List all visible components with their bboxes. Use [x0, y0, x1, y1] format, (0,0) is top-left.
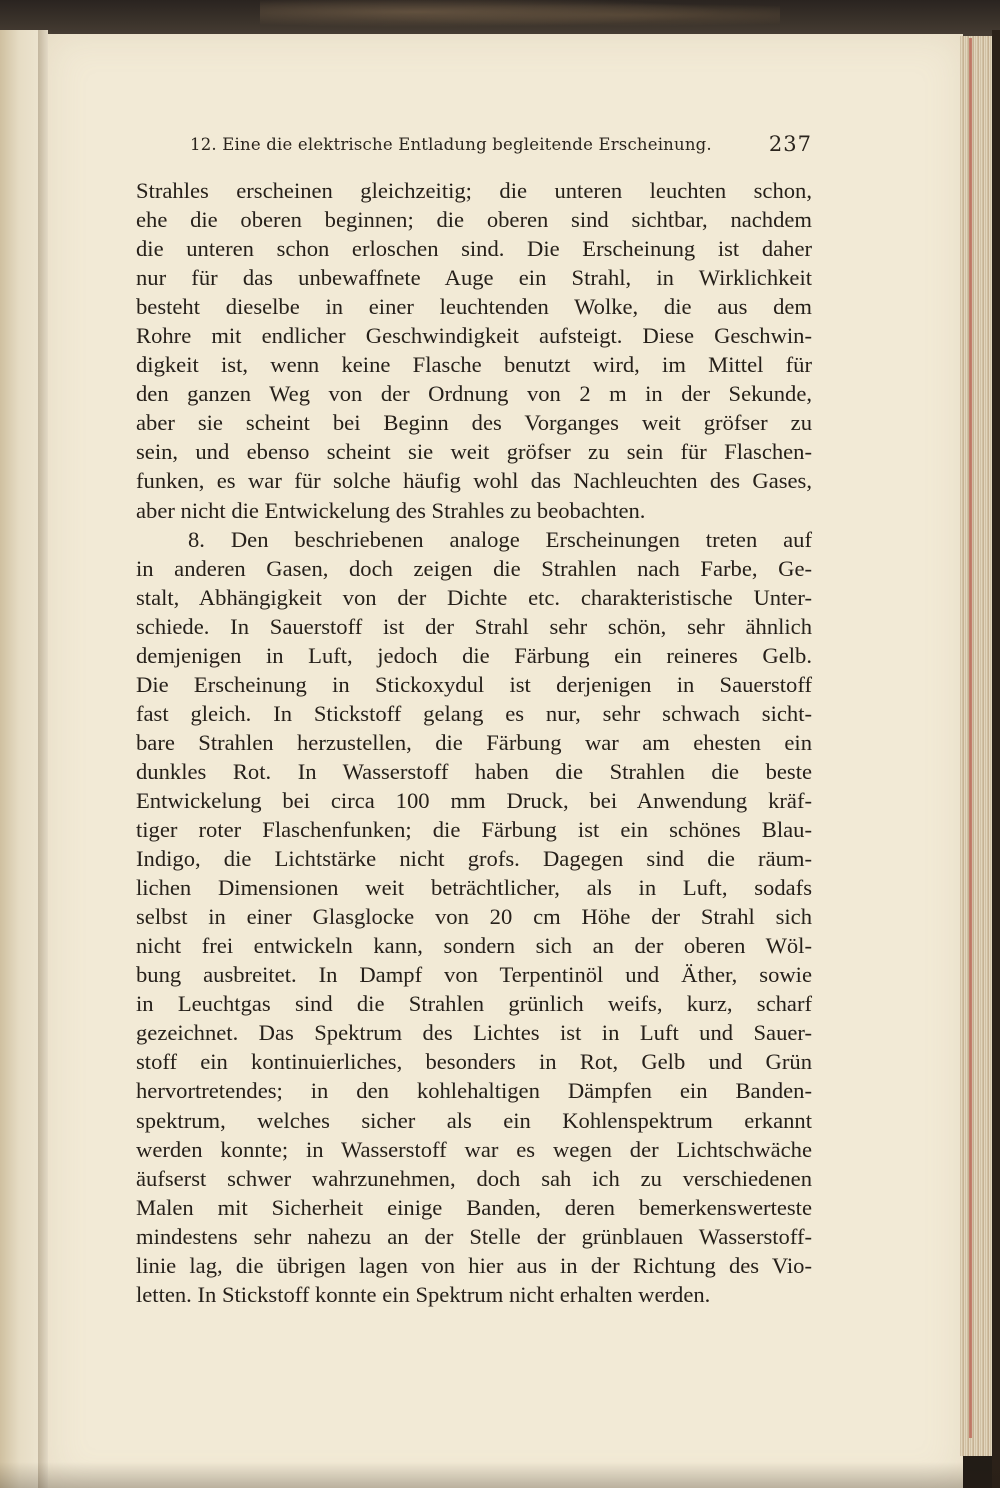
- text-line: tiger roter Flaschenfunken; die Färbung ist ein schönes Blau-: [136, 817, 812, 843]
- text-line: spektrum, welches sicher als ein Kohlenspektrum erkannt: [136, 1107, 812, 1133]
- text-line: bung ausbreitet. In Dampf von Terpentinöl und Äther, sowie: [136, 962, 812, 988]
- page-bottom-shadow: [0, 1462, 1000, 1488]
- text-line: nur für das unbewaffnete Auge ein Strahl, in Wirklichkeit: [136, 265, 812, 291]
- text-line: Indigo, die Lichtstärke nicht grofs. Dagegen sind die räum-: [136, 846, 812, 872]
- text-line: bare Strahlen herzustellen, die Färbung war am ehesten ein: [136, 729, 812, 755]
- text-line: den ganzen Weg von der Ordnung von 2 m in der Sekunde,: [136, 381, 812, 407]
- marbled-cover-edge: [260, 0, 780, 30]
- text-line: fast gleich. In Stickstoff gelang es nur, sehr schwach sicht-: [136, 700, 812, 726]
- text-line: stalt, Abhängigkeit von der Dichte etc. charakteristische Unter-: [136, 584, 812, 610]
- text-line: schiede. In Sauerstoff ist der Strahl sehr schön, sehr ähnlich: [136, 613, 812, 639]
- text-line: die unteren schon erloschen sind. Die Erscheinung ist daher: [136, 236, 812, 262]
- text-line: ehe die oberen beginnen; die oberen sind sichtbar, nachdem: [136, 207, 812, 233]
- text-line: Malen mit Sicherheit einige Banden, deren bemerkenswerteste: [136, 1194, 812, 1220]
- text-line: werden konnte; in Wasserstoff war es wegen der Lichtschwäche: [136, 1136, 812, 1162]
- text-line: nicht frei entwickeln kann, sondern sich an der oberen Wöl-: [136, 933, 812, 959]
- text-line: selbst in einer Glasglocke von 20 cm Höhe der Strahl sich: [136, 904, 812, 930]
- text-line: Die Erscheinung in Stickoxydul ist derjenigen in Sauerstoff: [136, 671, 812, 697]
- text-line: in Leuchtgas sind die Strahlen grünlich weifs, kurz, scharf: [136, 991, 812, 1017]
- paragraph-start-line: 8. Den beschriebenen analoge Erscheinungen treten auf: [188, 526, 812, 552]
- text-line: linie lag, die übrigen lagen von hier aus in der Richtung des Vio-: [136, 1252, 812, 1278]
- text-line: lichen Dimensionen weit beträchtlicher, als in Luft, sodafs: [136, 875, 812, 901]
- text-line: Entwickelung bei circa 100 mm Druck, bei Anwendung kräf-: [136, 787, 812, 813]
- text-line: hervortretendes; in den kohlehaltigen Dämpfen ein Banden-: [136, 1078, 812, 1104]
- text-line: sein, und ebenso scheint sie weit gröfser zu sein für Flaschen-: [136, 439, 812, 465]
- text-line: Rohre mit endlicher Geschwindigkeit aufsteigt. Diese Geschwin-: [136, 323, 812, 349]
- text-line: äufserst schwer wahrzunehmen, doch sah ich zu verschiedenen: [136, 1165, 812, 1191]
- text-line: stoff ein kontinuierliches, besonders in Rot, Gelb und Grün: [136, 1049, 812, 1075]
- text-line: demjenigen in Luft, jedoch die Färbung ein reineres Gelb.: [136, 642, 812, 668]
- paragraph-end-line: letten. In Stickstoff konnte ein Spektrum nicht erhalten werden.: [136, 1281, 711, 1307]
- paragraph-end-line: aber nicht die Entwickelung des Strahles zu beobachten.: [136, 497, 646, 523]
- text-line: aber sie scheint bei Beginn des Vorganges weit gröfser zu: [136, 410, 812, 436]
- body-text: [136, 176, 812, 1309]
- book-cover-right: [992, 30, 1000, 1488]
- text-line: besteht dieselbe in einer leuchtenden Wolke, die aus dem: [136, 294, 812, 320]
- text-line: gezeichnet. Das Spektrum des Lichtes ist in Luft und Sauer-: [136, 1020, 812, 1046]
- text-line: mindestens sehr nahezu an der Stelle der grünblauen Wasserstoff-: [136, 1223, 812, 1249]
- running-head: [190, 132, 812, 162]
- page-number: 237: [768, 132, 812, 156]
- running-head-title: 12. Eine die elektrische Entladung begleitende Erscheinung.: [190, 135, 712, 154]
- text-line: funken, es war für solche häufig wohl das Nachleuchten des Gases,: [136, 468, 812, 494]
- text-line: Strahles erscheinen gleichzeitig; die unteren leuchten schon,: [136, 178, 812, 203]
- text-line: digkeit ist, wenn keine Flasche benutzt wird, im Mittel für: [136, 352, 812, 378]
- text-line: dunkles Rot. In Wasserstoff haben die Strahlen die beste: [136, 758, 812, 784]
- text-line: in anderen Gasen, doch zeigen die Strahlen nach Farbe, Ge-: [136, 555, 812, 581]
- red-page-edge: [969, 38, 972, 1438]
